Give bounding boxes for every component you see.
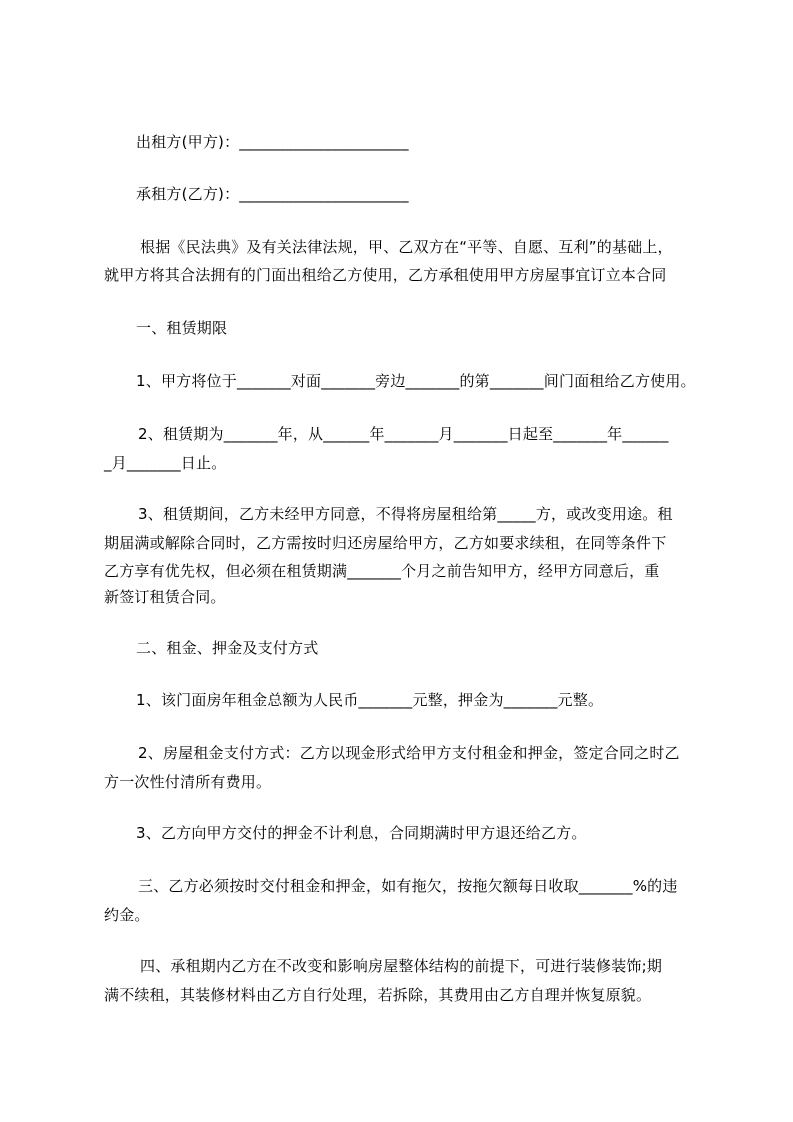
section-1-clause-1: 1、甲方将位于_______对面_______旁边_______的第_______间门面租给乙方使用。 (136, 372, 696, 390)
section-1-clause-2-line-1: 2、租赁期为_______年，从______年_______月_______日起至_______年______ (138, 425, 669, 443)
section-2-clause-2-line-2: 方一次性付清所有费用。 (104, 773, 272, 791)
lessor-field: 出租方(甲方)：______________________ (136, 133, 409, 151)
section-3-line-2: 约金。 (104, 906, 150, 924)
section-1-heading: 一、租赁期限 (136, 319, 228, 337)
section-4-line-1: 四、承租期内乙方在不改变和影响房屋整体结构的前提下，可进行装修装饰;期 (140, 957, 663, 975)
section-1-clause-3-line-2: 期届满或解除合同时，乙方需按时归还房屋给甲方，乙方如要求续租，在同等条件下 (104, 534, 667, 552)
section-1-clause-3-line-4: 新签订租赁合同。 (104, 588, 226, 606)
section-3-line-1: 三、乙方必须按时交付租金和押金，如有拖欠，按拖欠额每日收取_______%的违 (138, 877, 678, 895)
preamble-line-1: 根据《民法典》及有关法律法规，甲、乙双方在“平等、自愿、互利”的基础上， (140, 238, 673, 256)
section-4-line-2: 满不续租，其装修材料由乙方自行处理，若拆除，其费用由乙方自理并恢复原貌。 (104, 986, 652, 1004)
section-2-heading: 二、租金、押金及支付方式 (136, 639, 319, 657)
section-2-clause-3: 3、乙方向甲方交付的押金不计利息，合同期满时甲方退还给乙方。 (136, 824, 587, 842)
lessee-field: 承租方(乙方)：______________________ (136, 185, 409, 203)
section-1-clause-3-line-3: 乙方享有优先权，但必须在租赁期满_______个月之前告知甲方，经甲方同意后，重 (104, 562, 660, 580)
preamble-line-2: 就甲方将其合法拥有的门面出租给乙方使用，乙方承租使用甲方房屋事宜订立本合同 (104, 266, 667, 284)
section-2-clause-1: 1、该门面房年租金总额为人民币_______元整，押金为_______元整。 (136, 691, 604, 709)
section-1-clause-2-line-2: _月_______日止。 (104, 454, 227, 472)
section-2-clause-2-line-1: 2、房屋租金支付方式：乙方以现金形式给甲方支付租金和押金，签定合同之时乙 (138, 744, 680, 762)
section-1-clause-3-line-1: 3、租赁期间，乙方未经甲方同意，不得将房屋租给第_____方，或改变用途。租 (138, 505, 673, 523)
